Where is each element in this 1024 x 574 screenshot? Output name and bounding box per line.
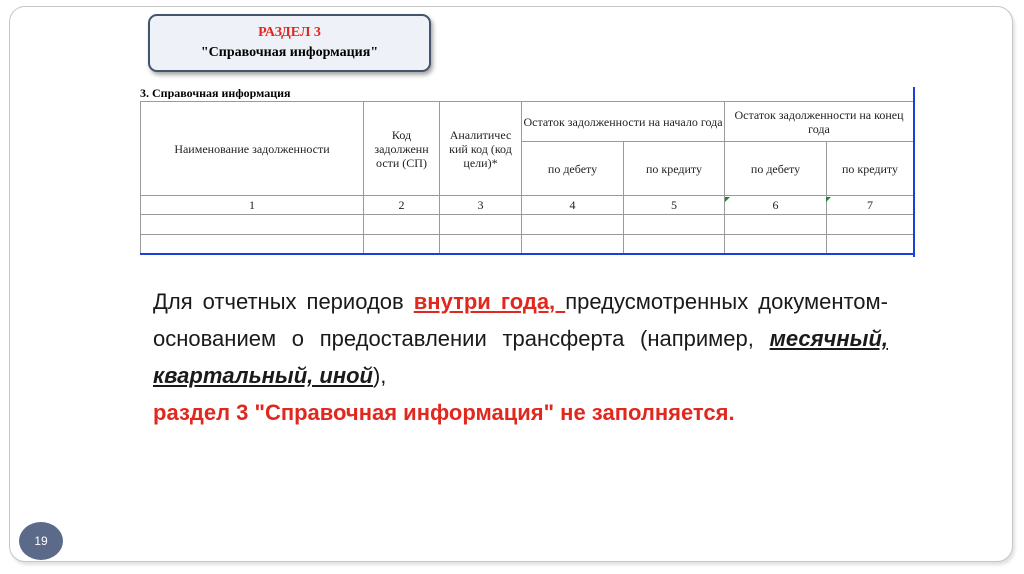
column-number: 5: [624, 196, 725, 215]
column-number: 2: [364, 196, 440, 215]
header-start-credit: по кредиту: [624, 142, 725, 196]
column-number: 1: [141, 196, 364, 215]
column-number-row: [141, 196, 914, 215]
column-number: 7: [827, 196, 914, 215]
reference-info-table: [140, 101, 914, 255]
cell-comment-marker: [826, 197, 831, 202]
header-start-debit: по дебету: [522, 142, 624, 196]
table-selection-edge: [913, 87, 915, 257]
header-end-debit: по дебету: [725, 142, 827, 196]
header-analytic-code: Аналитичес кий код (код цели)*: [440, 102, 522, 196]
header-debt-name: Наименование задолженности: [141, 102, 364, 196]
header-end-balance: Остаток задолженности на конец года: [725, 102, 914, 142]
highlight-within-year: внутри года,: [413, 289, 566, 314]
section-title-box: [148, 14, 431, 72]
cell-comment-marker: [725, 197, 730, 202]
column-number: 6: [725, 196, 827, 215]
table-row: [141, 215, 914, 235]
table-caption: 3. Справочная информация: [140, 87, 291, 99]
header-start-balance: Остаток задолженности на начало года: [522, 102, 725, 142]
body-text: предусмотренных документом-основанием о предоставлении трансферта (например,: [153, 289, 888, 351]
header-debt-code: Код задолженн ости (СП): [364, 102, 440, 196]
conclusion-text: раздел 3 "Справочная информация" не заполняется.: [153, 400, 735, 425]
column-number: 4: [522, 196, 624, 215]
header-end-credit: по кредиту: [827, 142, 914, 196]
body-text: Для отчетных периодов: [153, 289, 414, 314]
form-table-image: [140, 87, 915, 257]
body-text: ),: [372, 363, 387, 388]
table-row: [141, 235, 914, 255]
page-number-badge: 19: [19, 522, 63, 560]
period-examples: месячный, квартальный, иной: [153, 326, 888, 388]
section-title: РАЗДЕЛ 3: [258, 25, 321, 40]
table-selection-edge: [140, 253, 915, 255]
column-number: 3: [440, 196, 522, 215]
body-paragraph: [153, 283, 888, 431]
section-subtitle: "Справочная информация": [200, 45, 379, 60]
